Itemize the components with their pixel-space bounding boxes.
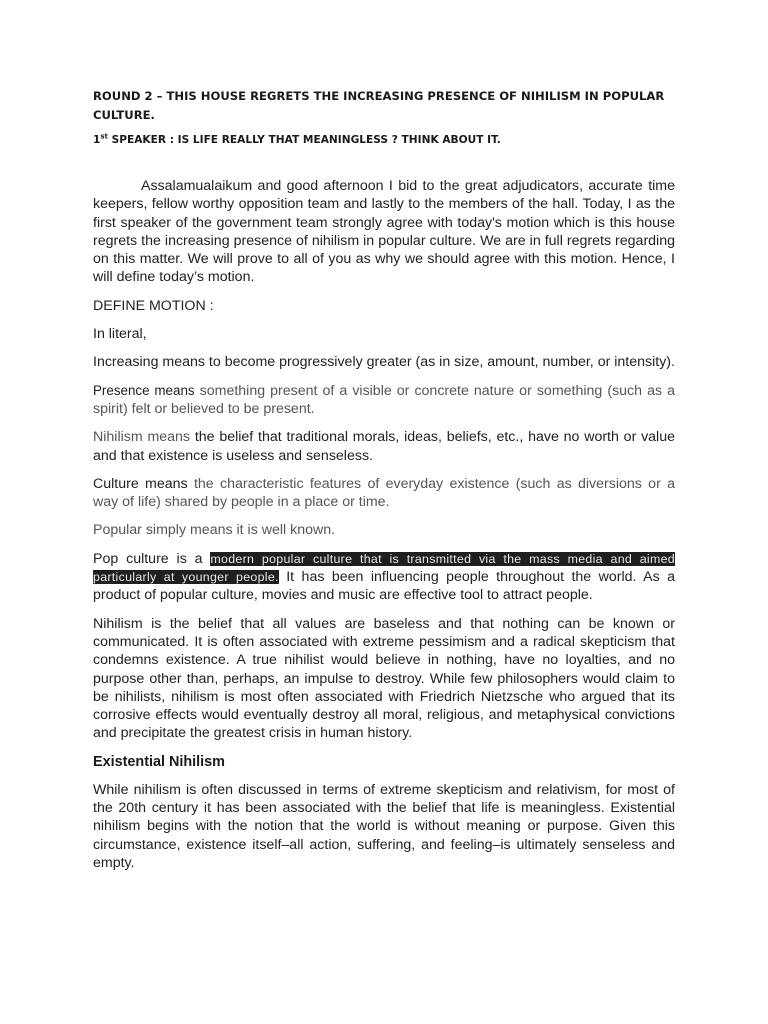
presence-text: something present of a visible or concrete nature or something (such as a spirit) felt or believed to be present.	[93, 382, 675, 417]
pop-culture-lead: Pop culture is a	[93, 550, 211, 567]
nihilism-paragraph: Nihilism is the belief that all values are baseless and that nothing can be known or communicated. It is often associated with extreme pessimism and a radical skepticism that condemns existence. A true nihilist would believe in nothing, have no loyalties, and no purpose other than, perhaps, an impulse to destroy. While few philosophers would claim to be nihilists, nihilism is most often associated with Friedrich Nietzsche who argued that its corrosive effects would eventually destroy all moral, religious, and metaphysical convictions and precipitate the greatest crisis in human history.	[93, 615, 675, 742]
nihilism-lead: Nihilism means	[93, 429, 191, 446]
culture-text: the characteristic features of everyday existence (such as diversions or a way of life) shared by people in a place or time.	[93, 475, 676, 511]
existential-nihilism-paragraph: While nihilism is often discussed in terms of extreme skepticism and relativism, for most of the 20th century it has been associated with the belief that life is meaningless. Existential nihilism begins with the notion that the world is without meaning or purpose. Given this circumstance, existence itself–all action, suffering, and feeling–is ultimately senseless and empty.	[93, 781, 675, 871]
define-motion-heading: DEFINE MOTION :	[93, 297, 214, 314]
pop-culture-text: It has been influencing people throughout the world. As a product of popular culture, movies and music are effective tool to attract people.	[93, 569, 676, 604]
document-body	[93, 87, 675, 872]
intro-paragraph: Assalamualaikum and good afternoon I bid to the great adjudicators, accurate time keepers, fellow worthy opposition team and lastly to the members of the hall. Today, I as the first speaker of the government team strongly agree with today's motion which is this house regrets the increasing presence of nihilism in popular culture. We are in full regrets regarding on this matter. We will prove to all of you as why we should agree with this motion. Hence, I will define today’s motion.	[93, 178, 675, 286]
culture-lead: Culture means	[93, 475, 188, 492]
speaker-subtitle	[93, 133, 675, 147]
literal-label: In literal,	[93, 326, 147, 343]
nihilism-text: the belief that traditional morals, ideas, beliefs, etc., have no worth or value and that existence is useless and senseless.	[93, 429, 675, 464]
pop-culture-paragraph	[93, 550, 675, 605]
highlighted-text: modern popular culture that is transmitted via the mass media and aimed particularly at younger people.	[93, 551, 675, 585]
document-title: ROUND 2 – THIS HOUSE REGRETS THE INCREASING PRESENCE OF NIHILISM IN POPULAR CULTURE.	[93, 89, 665, 122]
presence-lead: Presence means	[93, 382, 195, 398]
nihilism-definition	[93, 428, 675, 465]
popular-definition: Popular simply means it is well known.	[93, 522, 336, 539]
speaker-number: 1	[93, 134, 101, 146]
speaker-question: SPEAKER : IS LIFE REALLY THAT MEANINGLESS ? THINK ABOUT IT.	[107, 134, 501, 146]
existential-nihilism-heading: Existential Nihilism	[93, 753, 225, 770]
speaker-ordinal: st	[100, 132, 108, 141]
presence-definition	[93, 382, 675, 419]
culture-definition	[93, 475, 675, 512]
increasing-definition: Increasing means to become progressively greater (as in size, amount, number, or intensity).	[93, 354, 675, 371]
